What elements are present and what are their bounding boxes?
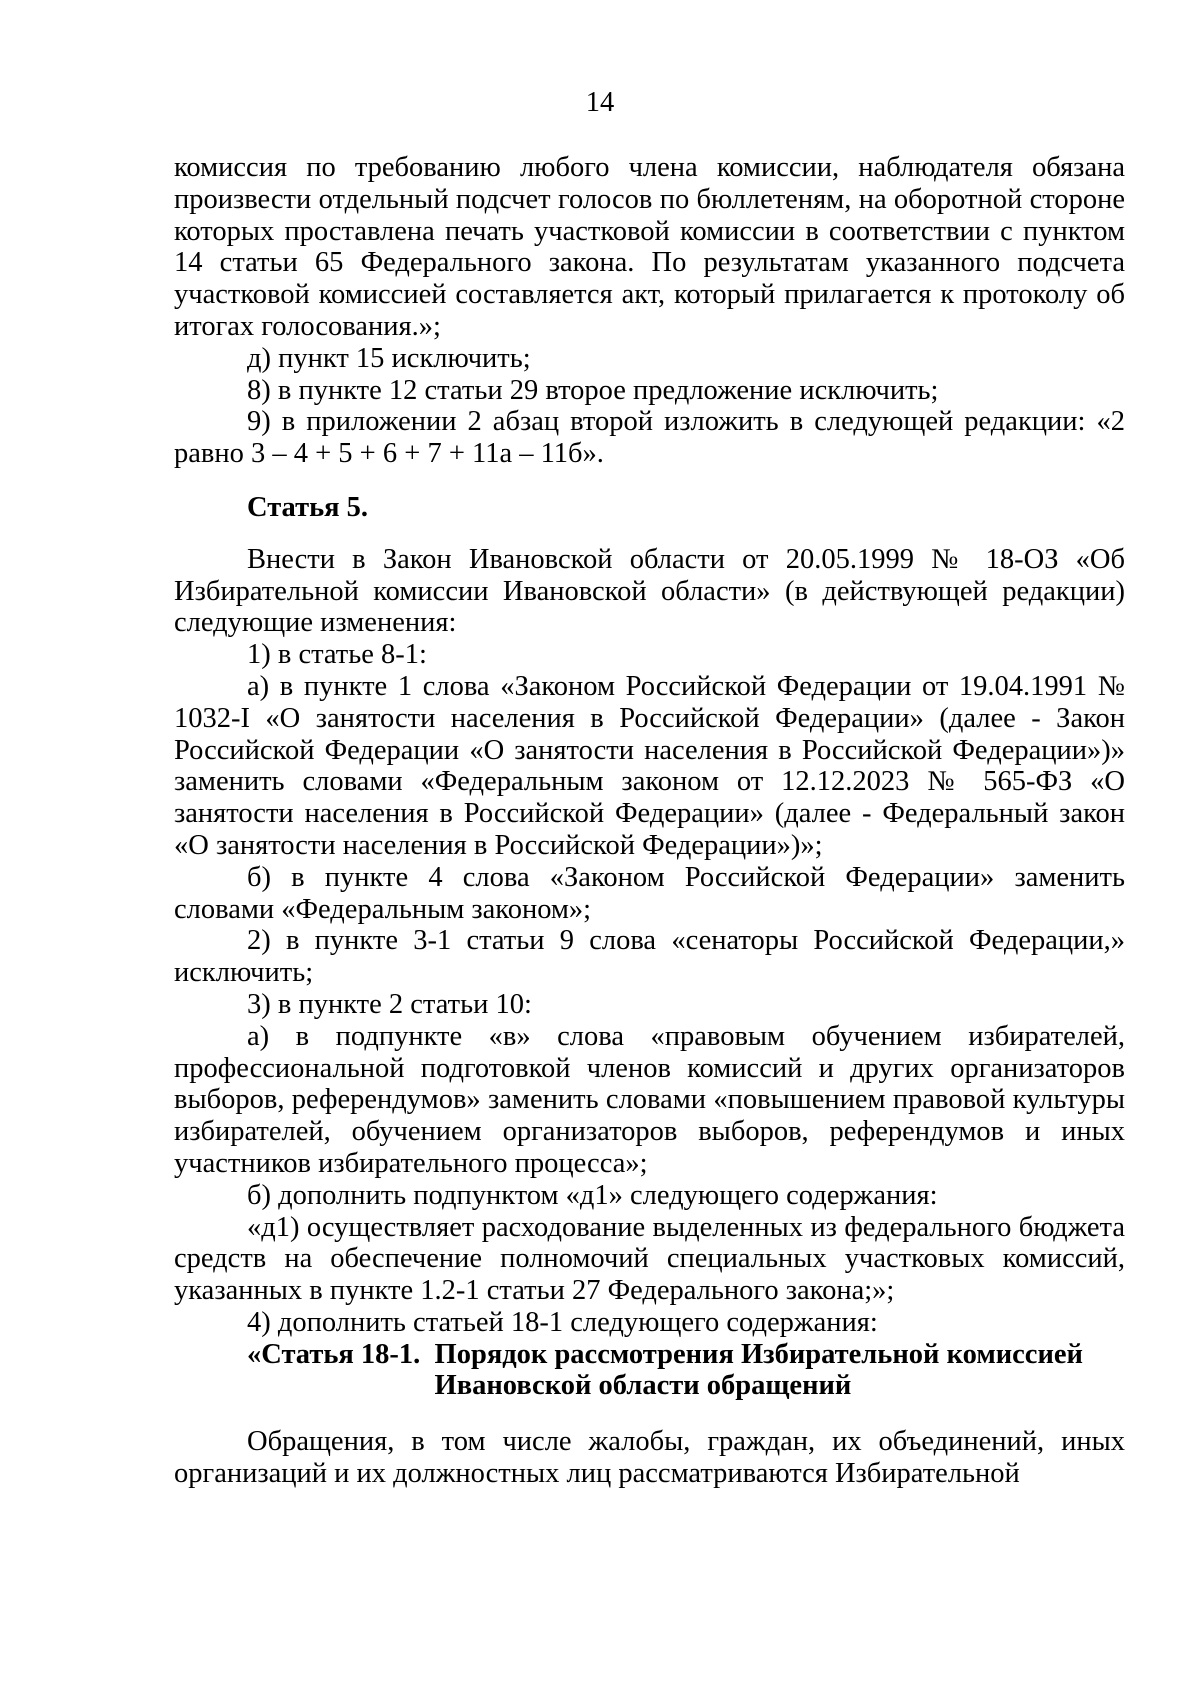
paragraph: 9) в приложении 2 абзац второй изложить в следующей редакции: «2 равно 3 – 4 + 5 + 6 + 7 + 11а – 11б». [174, 406, 1125, 470]
paragraph: «д1) осуществляет расходование выделенных из федерального бюджета средств на обеспечение полномочий специальных участковых комиссий, указанных в пункте 1.2-1 статьи 27 Федерального закона;»; [174, 1211, 1125, 1307]
paragraph: Обращения, в том числе жалобы, граждан, их объединений, иных организаций и их должностных лиц рассматриваются Избирательной [174, 1426, 1125, 1490]
paragraph: б) дополнить подпунктом «д1» следующего содержания: [247, 1179, 938, 1211]
paragraph: д) пункт 15 исключить; [247, 342, 531, 374]
paragraph: комиссия по требованию любого члена комиссии, наблюдателя обязана произвести отдельный подсчет голосов по бюллетеням, на оборотной стороне которых проставлена печать участковой комиссии в соответствии с пунктом 14 статьи 65 Федерального закона. По результатам указанного подсчета участковой комиссией составляется акт, который прилагается к протоколу об итогах голосования.»; [174, 152, 1125, 342]
article-heading: Статья 5. [247, 491, 369, 523]
paragraph: 1) в статье 8-1: [247, 639, 427, 671]
paragraph: Внести в Закон Ивановской области от 20.05.1999 № 18-ОЗ «Об Избирательной комиссии Ивановской области» (в действующей редакции) следующие изменения: [174, 543, 1125, 639]
article-18-1-prefix: «Статья 18-1. [247, 1338, 421, 1370]
document-body [174, 152, 1125, 1490]
article-18-1-title-line2: Ивановской области обращений [434, 1370, 852, 1402]
article-18-1-title [435, 1339, 1125, 1403]
paragraph: а) в подпункте «в» слова «правовым обучением избирателей, профессиональной подготовкой членов комиссий и других организаторов выборов, референдумов» заменить словами «повышением правовой культуры избирателей, обучением организаторов выборов, референдумов и иных участников избирательного процесса»; [174, 1020, 1125, 1179]
article-18-1-title-line1: Порядок рассмотрения Избирательной комиссией [434, 1338, 1083, 1370]
paragraph: 8) в пункте 12 статьи 29 второе предложение исключить; [247, 374, 939, 406]
paragraph: 3) в пункте 2 статьи 10: [247, 988, 532, 1020]
article-18-1-heading [174, 1339, 1125, 1403]
paragraph: 4) дополнить статьей 18-1 следующего содержания: [247, 1306, 878, 1338]
paragraph: а) в пункте 1 слова «Законом Российской Федерации от 19.04.1991 № 1032-I «О занятости населения в Российской Федерации» (далее - Закон Российской Федерации «О занятости населения в Российской Федерации»)» заменить словами «Федеральным законом от 12.12.2023 № 565-ФЗ «О занятости населения в Российской Федерации» (далее - Федеральный закон «О занятости населения в Российской Федерации»)»; [174, 670, 1125, 861]
paragraph: 2) в пункте 3-1 статьи 9 слова «сенаторы Российской Федерации,» исключить; [174, 925, 1125, 989]
paragraph: б) в пункте 4 слова «Законом Российской Федерации» заменить словами «Федеральным законом»; [174, 861, 1125, 925]
page-number: 14 [585, 87, 615, 118]
